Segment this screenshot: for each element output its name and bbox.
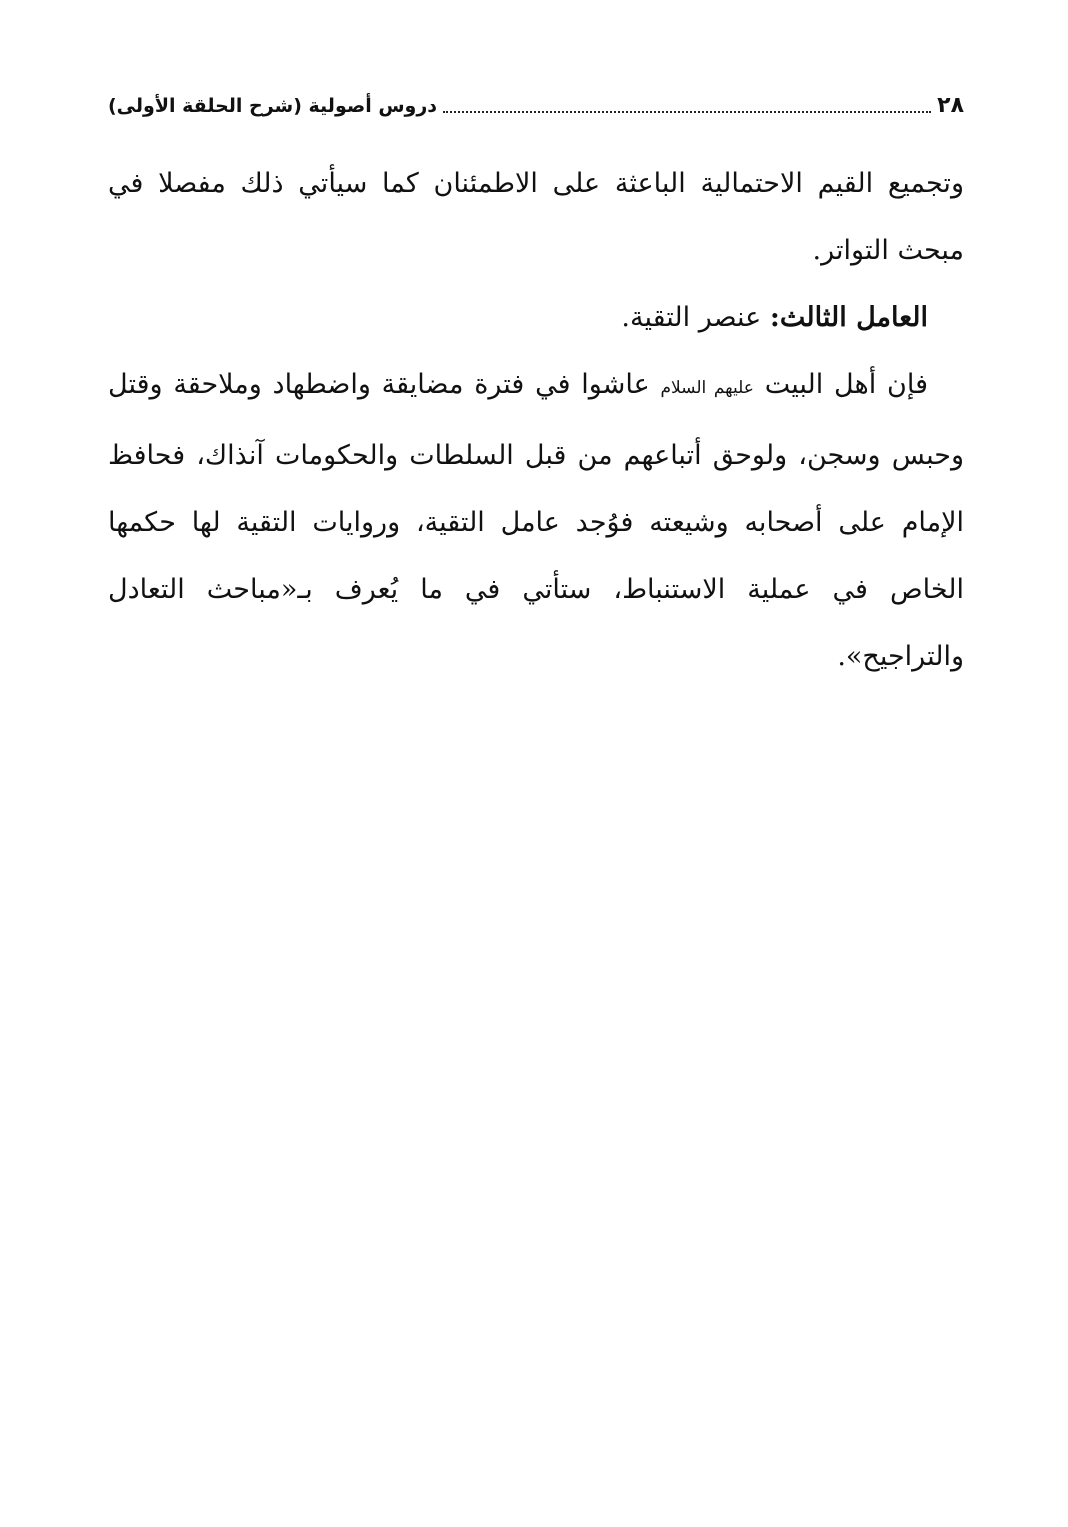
body-text (108, 150, 964, 690)
heading-label: العامل الثالث: (769, 302, 928, 333)
running-header (108, 82, 964, 118)
dot-leader (443, 110, 931, 113)
paragraph-continuation: وتجميع القيم الاحتمالية الباعثة على الاطمئنان كما سيأتي ذلك مفصلا في مبحث التواتر. (108, 168, 964, 266)
paragraph-start: فإن أهل البيت (764, 369, 928, 400)
page-number: ٢٨ (937, 93, 964, 118)
paragraph-taqiyya (108, 351, 964, 690)
section-heading (108, 284, 964, 351)
paragraph-rest: عاشوا في فترة مضايقة واضطهاد وملاحقة وقتل وحبس وسجن، ولوحق أتباعهم من قبل السلطات والحكومات آنذاك، فحافظ الإمام على أصحابه وشيعته فوُجد عامل التقية، وروايات التقية لها حكمها الخاص في عملية الاستنباط، ستأتي في ما يُعرف بـ«مباحث التعادل والتراجيح». (108, 369, 964, 672)
honorific-symbol: عليهم السلام (660, 378, 754, 398)
heading-title: عنصر التقية. (621, 302, 762, 333)
book-title: دروس أصولية (شرح الحلقة الأولى) (108, 95, 438, 117)
